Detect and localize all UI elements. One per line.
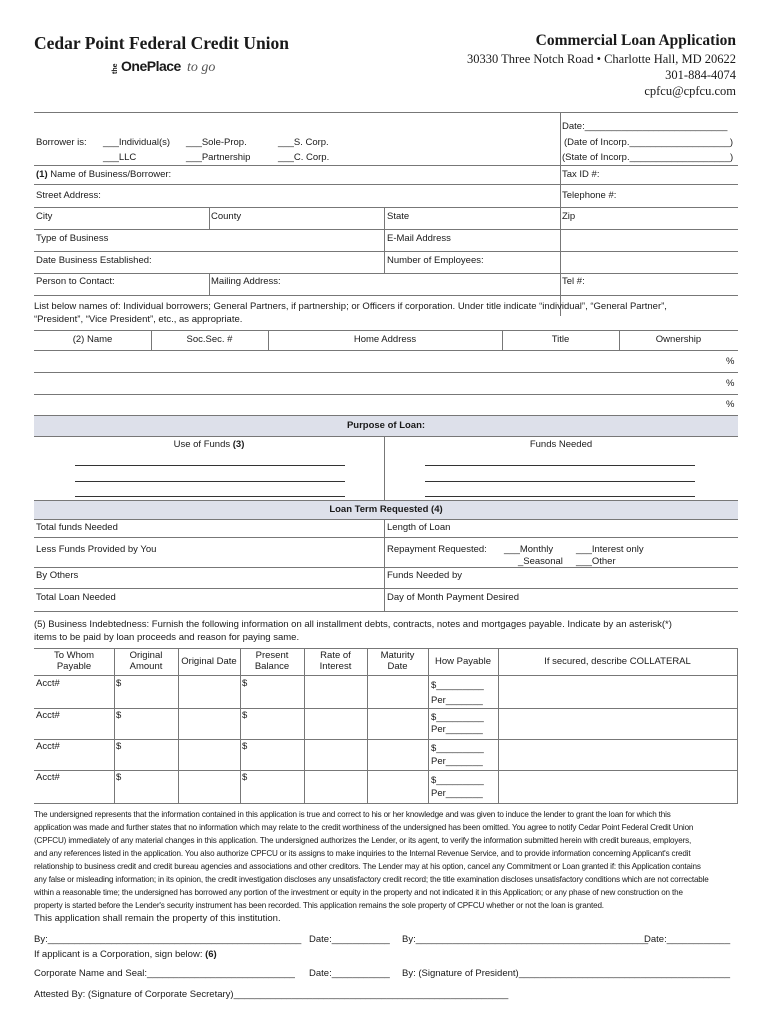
disclosure-line: property is started before the Lender's security instrument has been recorded. This application remains the sole property of CPFCU whether or not the loan is granted. <box>34 901 604 911</box>
tel-field[interactable]: Tel #: <box>562 276 585 287</box>
by-others-field[interactable]: By Others <box>36 570 79 581</box>
field-number-3: (3) <box>232 439 245 450</box>
debt-row-3-acct[interactable]: Acct# <box>36 741 60 752</box>
indebtedness-intro-line2: items to be paid by loan proceeds and reason for paying same. <box>34 632 300 643</box>
debt-row-3-orig[interactable]: $ <box>116 741 122 752</box>
col-orig-amt-1: Original <box>129 650 163 661</box>
col-present-2: Balance <box>254 661 290 672</box>
col-original-date: Original Date <box>181 656 237 667</box>
col-ssn: Soc.Sec. # <box>186 334 233 345</box>
county-field[interactable]: County <box>211 211 242 222</box>
debt-row-1-per[interactable]: Per_______ <box>431 695 483 706</box>
business-name-field[interactable] <box>36 169 171 180</box>
owners-instructions-line2: “President”, “Vice President”, etc., as appropriate. <box>34 314 243 325</box>
signature-by-2[interactable]: By:____________________________________________ <box>402 934 649 945</box>
col-ownership: Ownership <box>655 334 702 345</box>
borrower-is-label: Borrower is: <box>36 137 87 148</box>
secretary-attestation[interactable]: Attested By: (Signature of Corporate Secretary)____________________________________________________ <box>34 989 509 1000</box>
debt-row-2-balance[interactable]: $ <box>242 710 248 721</box>
debt-row-1-how[interactable]: $_________ <box>431 680 484 691</box>
use-of-funds-text: Use of Funds <box>173 439 231 450</box>
col-orig-amt-2: Amount <box>129 661 163 672</box>
ownership-pct-1: % <box>726 356 735 367</box>
street-address-field[interactable]: Street Address: <box>36 190 101 201</box>
debt-row-1-acct[interactable]: Acct# <box>36 678 60 689</box>
debt-row-2-per[interactable]: Per_______ <box>431 724 483 735</box>
employees-field[interactable]: Number of Employees: <box>387 255 484 266</box>
debt-row-2-how[interactable]: $_________ <box>431 712 484 723</box>
logo-togo: to go <box>187 60 216 75</box>
option-other[interactable]: ___Other <box>576 556 616 567</box>
field-number-6: (6) <box>205 949 217 960</box>
zip-field[interactable]: Zip <box>562 211 576 222</box>
col-present-1: Present <box>255 650 289 661</box>
option-monthly[interactable]: ___Monthly <box>504 544 554 555</box>
repayment-label: Repayment Requested: <box>387 544 487 555</box>
disclosure-line: any false or misleading information; in its opinion, the credit investigation discloses any unsatisfactory credit record; the title examination discloses unsatisfactory conditions which are not correctable <box>34 875 709 885</box>
disclosure-line: (CPFCU) immediately of any material changes in this application. The undersigned authorizes the Lender, or its agent, to verify the information submitted herein with credit bureaus, employers, <box>34 836 692 846</box>
owners-instructions-line1: List below names of: Individual borrowers; General Partners, if partnership; or Officers if corporation. Under title indicate “individual”, “General Partner”, <box>34 301 667 312</box>
option-interest-only[interactable]: ___Interest only <box>576 544 644 555</box>
signature-date-1[interactable]: Date:___________ <box>309 934 390 945</box>
tax-id-field[interactable]: Tax ID #: <box>562 169 600 180</box>
option-sole-prop[interactable]: ___Sole-Prop. <box>186 137 247 148</box>
debt-row-2-acct[interactable]: Acct# <box>36 710 60 721</box>
signature-by-1[interactable]: By:________________________________________________ <box>34 934 302 945</box>
col-rate-1: Rate of <box>320 650 351 661</box>
city-field[interactable]: City <box>36 211 53 222</box>
ownership-pct-2: % <box>726 378 735 389</box>
funds-needed-line-1[interactable] <box>425 465 695 466</box>
disclosure-line: application was made and further states that no information which may relate to the credit worthiness of the undersigned has been omitted. You agree to notify Cedar Point Federal Credit Union <box>34 823 694 833</box>
col-collateral: If secured, describe COLLATERAL <box>544 656 691 667</box>
col-to-whom-1: To Whom <box>53 650 95 661</box>
option-llc[interactable]: ___LLC <box>103 152 137 163</box>
col-name: (2) Name <box>72 334 113 345</box>
logo-the: the <box>112 63 119 74</box>
date-field[interactable]: Date:___________________________ <box>562 121 728 132</box>
property-statement: This application shall remain the property of this institution. <box>34 913 281 924</box>
total-loan-needed-field[interactable]: Total Loan Needed <box>36 592 116 603</box>
indebtedness-intro-line1: (5) Business Indebtedness: Furnish the following information on all installment debts, contracts, notes and mortgages payable. Indicate by an asterisk(*) <box>34 619 672 630</box>
length-of-loan-field[interactable]: Length of Loan <box>387 522 451 533</box>
date-established-field[interactable]: Date Business Established: <box>36 255 152 266</box>
state-of-incorp-field[interactable]: (State of Incorp.___________________) <box>562 152 734 163</box>
field-number-1: (1) <box>36 169 48 180</box>
col-maturity-1: Maturity <box>380 650 415 661</box>
option-c-corp[interactable]: ___C. Corp. <box>278 152 330 163</box>
use-of-funds-line-3[interactable] <box>75 496 345 497</box>
option-s-corp[interactable]: ___S. Corp. <box>278 137 329 148</box>
telephone-field[interactable]: Telephone #: <box>562 190 617 201</box>
debt-row-3-balance[interactable]: $ <box>242 741 248 752</box>
disclosure-line: and any references listed in the application. You also authorize CPFCU or its assigns to make inquiries to the Internal Revenue Service, and to provide information concerning Applicant's credit <box>34 849 691 859</box>
type-of-business-field[interactable]: Type of Business <box>36 233 109 244</box>
col-original-amount <box>114 650 178 672</box>
email-address-field[interactable]: E-Mail Address <box>387 233 451 244</box>
less-funds-field[interactable]: Less Funds Provided by You <box>36 544 157 555</box>
cu-email: cpfcu@cpfcu.com <box>644 84 736 98</box>
day-of-month-field[interactable]: Day of Month Payment Desired <box>387 592 520 603</box>
funds-needed-label: Funds Needed <box>529 439 593 450</box>
total-funds-needed-field[interactable]: Total funds Needed <box>36 522 118 533</box>
signature-date-3[interactable]: Date:___________ <box>309 968 390 979</box>
debt-row-1-balance[interactable]: $ <box>242 678 248 689</box>
corporation-note-text: If applicant is a Corporation, sign below: <box>34 949 203 960</box>
form-title: Commercial Loan Application <box>535 32 736 49</box>
debt-row-3-per[interactable]: Per_______ <box>431 756 483 767</box>
mailing-address-field[interactable]: Mailing Address: <box>211 276 281 287</box>
use-of-funds-line-2[interactable] <box>75 481 345 482</box>
purpose-heading: Purpose of Loan: <box>346 420 426 431</box>
col-to-whom-2: Payable <box>56 661 92 672</box>
col-how-payable: How Payable <box>435 656 491 667</box>
disclosure-line: within a reasonable time; the undersigned has borrowed any portion of the investment or equity in the property and not indicated it in this Application; or any phase of new construction on the <box>34 888 683 898</box>
logo-oneplace: OnePlace <box>121 58 181 74</box>
disclosure-paragraph <box>34 808 738 912</box>
col-to-whom <box>34 650 114 672</box>
business-name-label: Name of Business/Borrower: <box>50 169 172 180</box>
corporate-name-seal[interactable]: Corporate Name and Seal:____________________________ <box>34 968 295 979</box>
option-seasonal[interactable]: _Seasonal <box>518 556 563 567</box>
person-to-contact-field[interactable]: Person to Contact: <box>36 276 115 287</box>
col-maturity <box>367 650 428 672</box>
col-home-address: Home Address <box>353 334 417 345</box>
debt-row-4-balance[interactable]: $ <box>242 772 248 783</box>
loan-term-heading: Loan Term Requested (4) <box>329 504 443 515</box>
col-title: Title <box>551 334 570 345</box>
ownership-pct-3: % <box>726 399 735 410</box>
credit-union-name: Cedar Point Federal Credit Union <box>34 33 290 53</box>
disclosure-line: relationship to business credit and credit bureau agencies and associations and other creditors. The Lender may at his option, cancel any Commitment or Loan granted if: this Application contains <box>34 862 701 872</box>
president-signature[interactable]: By: (Signature of President)________________________________________ <box>402 968 731 979</box>
date-of-incorp-field[interactable]: (Date of Incorp.___________________) <box>564 137 734 148</box>
option-individual[interactable]: ___Individual(s) <box>103 137 171 148</box>
disclosure-line: The undersigned represents that the information contained in this application is true and correct to his or her knowledge and was given to induce the lender to grant the loan for which this <box>34 810 671 819</box>
funds-needed-line-2[interactable] <box>425 481 695 482</box>
debt-row-3-how[interactable]: $_________ <box>431 743 484 754</box>
debt-row-4-acct[interactable]: Acct# <box>36 772 60 783</box>
use-of-funds-line-1[interactable] <box>75 465 345 466</box>
debt-row-4-orig[interactable]: $ <box>116 772 122 783</box>
col-maturity-2: Date <box>387 661 408 672</box>
col-rate <box>304 650 367 672</box>
corporation-note <box>34 949 217 960</box>
cu-phone: 301-884-4074 <box>665 68 736 82</box>
debt-row-2-orig[interactable]: $ <box>116 710 122 721</box>
debt-row-4-per[interactable]: Per_______ <box>431 788 483 799</box>
debt-row-4-how[interactable]: $_________ <box>431 775 484 786</box>
option-partnership[interactable]: ___Partnership <box>186 152 251 163</box>
signature-date-2[interactable]: Date:____________ <box>644 934 731 945</box>
col-present-balance <box>240 650 304 672</box>
funds-needed-line-3[interactable] <box>425 496 695 497</box>
funds-needed-by-field[interactable]: Funds Needed by <box>387 570 462 581</box>
state-field[interactable]: State <box>387 211 410 222</box>
use-of-funds-label <box>34 439 384 450</box>
col-rate-2: Interest <box>319 661 352 672</box>
cu-address: 30330 Three Notch Road • Charlotte Hall, MD 20622 <box>466 52 736 66</box>
debt-row-1-orig[interactable]: $ <box>116 678 122 689</box>
